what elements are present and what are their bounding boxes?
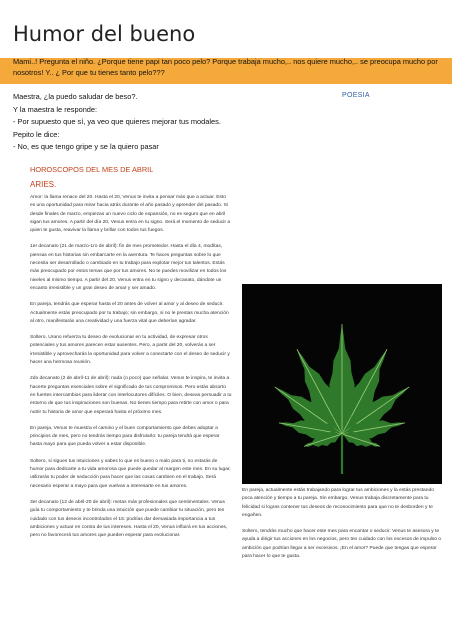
joke-line: Pepito le dice: <box>13 129 60 139</box>
horoscope-paragraph: 3er decanato (12 de abril-20 de abril): metas más profesionales que sentimentales. Venus guía tu comportamiento y te brinda una intuición que puede cambiar tu situación, pero ten cuidado con tus deseos incontrolados el 15: podrías dar demasiada importancia a tus ambiciones y actuar en contra de tus intereses. Hasta el 20, Venus influirá en tus acciones, pero no favorecerá tus amores que pueden esperar para evolucionar. <box>30 499 228 539</box>
horoscope-paragraph: Soltero, Urano refuerza tu deseo de evolucionar en tu actividad, de expresar otros potenciales y tus amores parecen estar ausentes. Pero, a partir del 20, volverás a ser irresistible y aprovecharás la oportunidad para volver a conectarte con el deseo de seducir y hacer una hermosa reunión. <box>30 335 230 366</box>
horoscope-right-column <box>242 487 442 569</box>
cannabis-leaf-image <box>242 284 442 484</box>
poesia-link[interactable]: POESIA <box>342 92 370 99</box>
horoscope-paragraph: Amor: la llama renace del 20. Hasta el 20, Venus te invita a pensar más que a actuar. Esto es una oportunidad para mirar hacia atrás durante el año pasado y aprender del pasado. Si desde finales de marzo, empiezas un nuevo ciclo de expansión, no es seguro que en abril sigan tus amores. A partir del día 20, Venus entra en tu signo. Será el momento de seducir a quien te gusta, reavivar la llama y brillar con todos tus fuegos. <box>30 195 231 234</box>
headline-text: Mami..! Pregunta el niño. ¿Porque tiene papi tan poco pelo? Porque trabaja mucho,.. nos quiere mucho,.. se preocupa mucho por nosotros! Y.. ¿ Por que tu tienes tanto pelo??? <box>13 57 438 77</box>
joke-block <box>13 91 243 154</box>
horoscope-paragraph: 2do decanato (2 de abril-11 de abril): nada (o poco) que señalar. Venus te inspira, te invita a hacerte preguntas esenciales sobre el significado de tus compromisos. Pero estás absorto en fuertes intercambios para liderar con interlocutores difíciles. O bien, deseas persuadir a tu entorno de que tus inspiraciones son buenas. No tienes tiempo para retirte con amor o para nutrir tu historia de amor que esperará hasta el próximo mes. <box>30 376 232 415</box>
joke-line: Y la maestra le responde: <box>13 104 98 114</box>
horoscope-left-column <box>30 194 232 548</box>
cannabis-leaf-icon <box>242 284 442 484</box>
page-title: Humor del bueno <box>13 22 196 46</box>
joke-line: Maestra, ¿la puedo saludar de beso?. <box>13 92 138 101</box>
horoscope-paragraph: En pareja, Venus te muestra el camino y el buen comportamiento que debes adoptar a principios de mes, pero no tendrás tiempo para disfrutarlo: tu pareja tendrá que esperar hasta mayo para que pueda volver a estar disponible. <box>30 425 220 448</box>
horoscope-paragraph: En pareja, tendrás que esperar hasta el 20 antes de volver al amor y al deseo de seducir. Actualmente estás preocupado por tu trabajo; sin embargo, si no le prestas mucha atención al otro, manifestarás una creatividad y una fuerza vital que deberían agradar. <box>30 302 229 324</box>
joke-line: - Por supuesto que sí, ya veo que quieres mejorar tus modales. <box>13 117 221 127</box>
horoscope-sign-title: ARIES. <box>30 180 57 189</box>
horoscope-paragraph: Soltero, tendrás mucho que hacer este mes para encantar o seducir. Venus te asesora y te ayuda a dirigir tus acciones en los negocios, pero ten cuidado con los excesos de impulso o ambición que podrían llegar a ser excesivos. ¡En el amor? Puede que tengas que esperar para hacer lo que te gusta. <box>242 529 442 560</box>
horoscope-paragraph: 1er decanato (21 de marzo-1ro de abril): fin de mes prometedor. Hasta el día 4, modítas, piensas en tus historias sin embarcarte en la aventura. Te haces preguntas sobre lo que necesita ser desarrollado o cambiado en tu trabajo para explotar mejor tus talentos. Estás más preocupado por estos temas que por tus amores. No te puedes movilizar en todos los niveles al mismo tiempo. A partir del 20, Venus entra en tu signo y decanato, dándote un encanto irresistible y un gran deseo de amar y ser amado. <box>30 244 227 291</box>
joke-line: - No, es que tengo gripe y se la quiero pasar <box>13 142 159 152</box>
horoscope-paragraph: En pareja, actualmente estás trabajando para lograr tus ambiciones y la estás prestando poca atención y tiempo a tu pareja. Sin embargo, Venus trabaja discretamente para tu felicidad si logras contener tus deseos de reconocimiento para que no te desborden y te engañen. <box>242 488 434 518</box>
horoscope-section-title: HOROSCOPOS DEL MES DE ABRIL <box>30 165 154 174</box>
horoscope-paragraph: Soltero, si sigues tus intuiciones y sabes lo que es bueno o malo para ti, no estarás de humor para dedicarte a tu vida amorosa que puede quedar al margen este mes. En su lugar, utilizarás tu poder de seducción para hacer que las cosas cambien en el trabajo. Será necesario esperar a mayo para que vuelvas a interesarte en tus amores. <box>30 458 231 489</box>
